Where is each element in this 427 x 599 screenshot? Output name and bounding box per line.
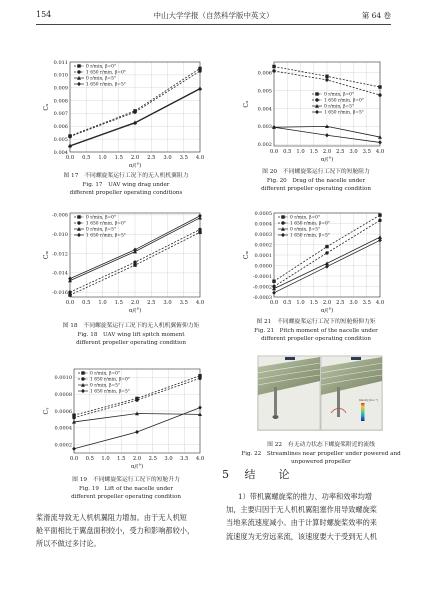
data-point [272,280,275,283]
volume-label: 第 64 卷 [361,11,391,20]
data-point [198,231,201,234]
data-point [133,261,136,264]
y-tick-label: 0.004 [257,106,272,113]
section-title: 结 论 [244,468,296,481]
legend-entry: 0 r/min, β=5° [290,227,321,233]
x-tick-label: 2.0 [130,155,140,161]
y-tick-label: -0.010 [51,232,68,239]
caption-fig19-en-2: different propeller operating condition [71,494,181,501]
text-line: 加，主要归因于无人机机翼阻塞作用导致螺旋桨 [226,505,377,515]
legend-entry: 1 650 r/min, β=5° [86,233,126,239]
caption-fig18-zh: 图 18 不同螺旋桨运行工况下的无人机机翼俯仰力矩 [62,323,200,329]
legend-entry: 0 r/min, β=0° [290,215,321,221]
data-point [68,293,71,296]
y-tick-label: 0.008 [53,98,68,105]
legend-entry: 1 650 r/min, β=0° [290,221,330,227]
caption-fig18-en-1: Fig. 18 UAV wing lift spitch moment [77,331,185,338]
data-point [378,140,382,144]
caption-fig22-zh: 图 22 有无动力状态下螺旋桨附近的流线 [267,442,375,448]
x-tick-label: 3.5 [180,456,189,462]
caption-fig20-en-2: different propeller operating condition [261,186,371,193]
caption-fig22-en-2: unpowered propeller [291,459,351,466]
page-header [0,0,427,30]
x-tick-label: 3.0 [349,149,358,155]
header-rule [36,24,391,25]
y-axis-label: Cₘ [43,250,50,260]
data-point [272,65,275,68]
x-tick-label: 1.0 [98,300,107,306]
data-point [272,291,276,295]
legend-entry: 1 650 r/min, β=0° [90,377,130,383]
y-tick-label: 0.007 [53,111,68,118]
caption-fig21-en-1: Fig. 21 Pitch moment of the nacelle under [254,327,378,334]
caption-fig19 [36,476,216,502]
y-tick-label: 0.0003 [254,231,272,238]
text-line: 舱平面相比于翼盘面积较小，受力和影响都较小， [36,526,195,536]
caption-fig19-zh: 图 19 不同螺旋桨运行工况下的短舱升力 [72,477,180,483]
data-point [77,221,80,224]
data-point [378,219,381,222]
data-point [198,214,202,218]
y-tick-label: -0.014 [51,270,68,277]
legend-entry: 0 r/min, β=0° [324,92,355,98]
x-tick-label: 4.0 [195,456,205,462]
x-tick-label: 0.0 [65,300,75,306]
legend-entry: 1 650 r/min, β=5° [86,82,126,88]
x-tick-label: 0.5 [85,456,94,462]
x-tick-label: 1.5 [117,456,126,462]
x-axis-label: α/(°) [128,308,142,314]
caption-fig18-en-2: different propeller operating condition [76,340,186,347]
x-tick-label: 0.0 [269,300,279,306]
data-point [81,377,84,380]
y-tick-label: 0.0005 [254,210,272,217]
text-line: 桨滑流导致无人机机翼阻力增加。由于无人机短 [36,513,187,522]
data-point [198,406,202,410]
data-point [325,245,328,248]
x-tick-label: 0.0 [269,149,279,155]
x-tick-label: 3.5 [179,300,188,306]
x-tick-label: 2.5 [336,149,345,155]
x-tick-label: 2.5 [147,155,156,161]
data-point [72,416,75,419]
legend-entry: 0 r/min, β=0° [86,215,117,221]
y-tick-label: 0.0004 [54,425,72,432]
x-tick-label: 3.0 [349,300,358,306]
x-tick-label: 0.0 [69,456,79,462]
caption-fig21-en-2: different propeller operating condition [261,336,371,343]
data-point [315,98,318,101]
y-tick-label: 0.0002 [254,242,272,249]
x-tick-label: 1.0 [98,155,107,161]
data-point [198,377,201,380]
x-tick-label: 3.0 [163,300,172,306]
journal-title: 中山大学学报（自然科学版中英文） [153,11,274,20]
y-axis-label: Cₘ [243,250,250,260]
y-tick-label: 0.010 [53,72,68,79]
chart-fig19-nacelle-lift [40,363,210,475]
y-tick-label: 0.0001 [254,252,272,259]
data-point [81,389,85,393]
y-tick-label: 0.0004 [254,221,272,228]
data-point [198,69,201,72]
chart-fig17-wing-drag [40,56,210,176]
x-tick-label: 1.5 [114,300,123,306]
section-heading [222,466,296,482]
caption-fig17-en-1: Fig. 17 UAV wing drag under [82,181,170,188]
y-tick-label: 0.005 [53,136,68,143]
y-tick-label: 0.006 [53,124,68,131]
x-axis-label: α/(°) [320,157,334,163]
y-tick-label: 0.0006 [54,408,72,415]
chart-fig20-nacelle-drag [240,56,390,168]
data-point [68,135,71,138]
streamline-image [257,355,383,431]
x-tick-label: 1.5 [114,155,123,161]
data-point [72,447,76,451]
data-point [378,213,381,216]
y-tick-label: 0.0002 [54,442,72,449]
data-point [198,228,201,231]
x-tick-label: 2.0 [322,149,332,155]
caption-fig22 [226,441,416,467]
data-point [281,221,284,224]
x-tick-label: 4.0 [195,155,205,161]
caption-fig17-zh: 图 17 不同螺旋桨运行工况下的无人机机翼阻力 [63,173,189,179]
x-tick-label: 4.0 [375,300,385,306]
section-number: 5 [222,468,235,481]
page-number: 154 [36,10,52,19]
right-paragraph [226,490,404,543]
x-tick-label: 1.0 [296,149,305,155]
y-axis-label: Cᵧ [43,407,50,415]
x-tick-label: 2.0 [132,456,142,462]
y-tick-label: 0.011 [53,59,68,66]
legend-entry: 0 r/min, β=5° [86,76,117,82]
text-line: 当地来流速度减小。由于计算时螺旋桨效率的来 [226,518,377,528]
data-point [325,251,328,254]
data-point [133,110,136,113]
text-line: 所以不做过多讨论。 [36,539,101,549]
text-line: 流速度为无穷远来流，该速度要大于受到无人机 [226,531,377,541]
y-tick-label: -0.0003 [252,294,272,301]
caption-fig18 [36,322,226,348]
x-tick-label: 3.5 [362,149,371,155]
data-point [378,93,381,96]
legend-entry: 1 650 r/min, β=0° [324,98,364,104]
y-tick-label: -0.016 [51,289,68,296]
data-point [135,430,139,434]
legend-entry: 1 650 r/min, β=0° [86,221,126,227]
legend-entry: 0 r/min, β=5° [324,104,355,110]
y-tick-label: 0.003 [257,124,272,131]
x-tick-label: 3.5 [362,300,371,306]
caption-fig20-zh: 图 20 不同螺旋桨运行工况下的短舱阻力 [262,169,370,175]
x-tick-label: 0.5 [82,155,91,161]
data-point [325,78,328,81]
x-tick-label: 3.5 [179,155,188,161]
caption-fig19-en-1: Fig. 19 Lift of the nacelle under [78,485,174,492]
x-axis-label: α/(°) [130,464,144,470]
x-tick-label: 2.5 [147,300,156,306]
x-tick-label: 3.0 [164,456,173,462]
y-tick-label: -0.012 [51,251,68,258]
legend-entry: 0 r/min, β=0° [90,371,121,377]
x-tick-label: 2.5 [336,300,345,306]
data-point [281,233,285,237]
legend-entry: 1 650 r/min, β=0° [86,70,126,76]
caption-fig17-en-2: different propeller operating conditions [69,190,183,197]
data-point [133,263,136,266]
caption-fig21 [226,318,406,344]
y-tick-label: 0.002 [257,142,272,149]
caption-fig22-en-1: Fig. 22 Streamlines near propeller under powered and [241,450,401,457]
x-tick-label: 0.0 [65,155,75,161]
text-line: 1）带机翼螺旋桨的推力、功率和效率均增 [238,492,372,501]
caption-fig20 [226,168,406,194]
x-tick-label: 3.0 [163,155,172,161]
y-tick-label: 0.006 [257,70,272,77]
y-tick-label: 0.009 [53,85,68,92]
x-tick-label: 0.5 [82,300,91,306]
data-point [281,215,284,218]
x-tick-label: 4.0 [375,149,385,155]
x-tick-label: 2.5 [148,456,157,462]
data-point [77,82,81,86]
x-tick-label: 2.0 [130,300,140,306]
data-point [378,85,381,88]
x-axis-label: α/(°) [320,308,334,314]
x-tick-label: 0.5 [283,300,292,306]
chart-fig21-nacelle-pitch [240,207,390,319]
data-point [77,64,80,67]
data-point [325,75,328,78]
x-tick-label: 1.5 [309,300,318,306]
data-point [325,133,329,137]
x-tick-label: 4.0 [195,300,205,306]
data-point [68,290,71,293]
data-point [272,69,275,72]
y-tick-label: 0.0008 [54,392,72,398]
y-tick-label: -0.008 [51,212,68,219]
caption-fig20-en-1: Fig. 20 Drag of the nacelle under [266,177,366,184]
data-point [135,398,138,401]
data-point [81,371,84,374]
x-tick-label: 1.5 [309,149,318,155]
chart-fig18-wing-pitch [40,207,210,319]
y-tick-label: -0.0001 [252,273,272,280]
y-tick-label: 0.0010 [54,375,72,382]
x-tick-label: 1.0 [101,456,110,462]
data-point [77,215,80,218]
x-tick-label: 0.5 [283,149,292,155]
y-tick-label: -0.0002 [252,284,272,291]
caption-fig17 [36,172,216,198]
legend-entry: 1 650 r/min, β=5° [290,233,330,239]
x-axis-label: α/(°) [128,163,142,169]
data-point [77,70,80,73]
left-paragraph [36,511,216,551]
legend-entry: 0 r/min, β=5° [90,383,121,389]
y-axis-label: Cₓ [243,100,250,108]
x-tick-label: 1.0 [296,300,305,306]
caption-fig21-zh: 图 21 不同螺旋桨运行工况下的短舱俯仰力矩 [256,319,376,325]
legend-entry: 0 r/min, β=5° [86,227,117,233]
y-tick-label: 0.0000 [254,263,272,270]
y-axis-label: Cₓ [43,103,50,111]
data-point [77,233,81,237]
data-point [315,92,318,95]
legend-entry: 1 650 r/min, β=5° [90,389,130,395]
legend-entry: 1 650 r/min, β=5° [324,110,364,116]
data-point [315,110,319,114]
legend-entry: 0 r/min, β=0° [86,64,117,70]
x-tick-label: 2.0 [322,300,332,306]
colorbar-title: Velocity [m s⁻¹] [359,399,378,402]
y-tick-label: 0.005 [257,88,272,95]
y-tick-label: 0.004 [53,149,68,156]
